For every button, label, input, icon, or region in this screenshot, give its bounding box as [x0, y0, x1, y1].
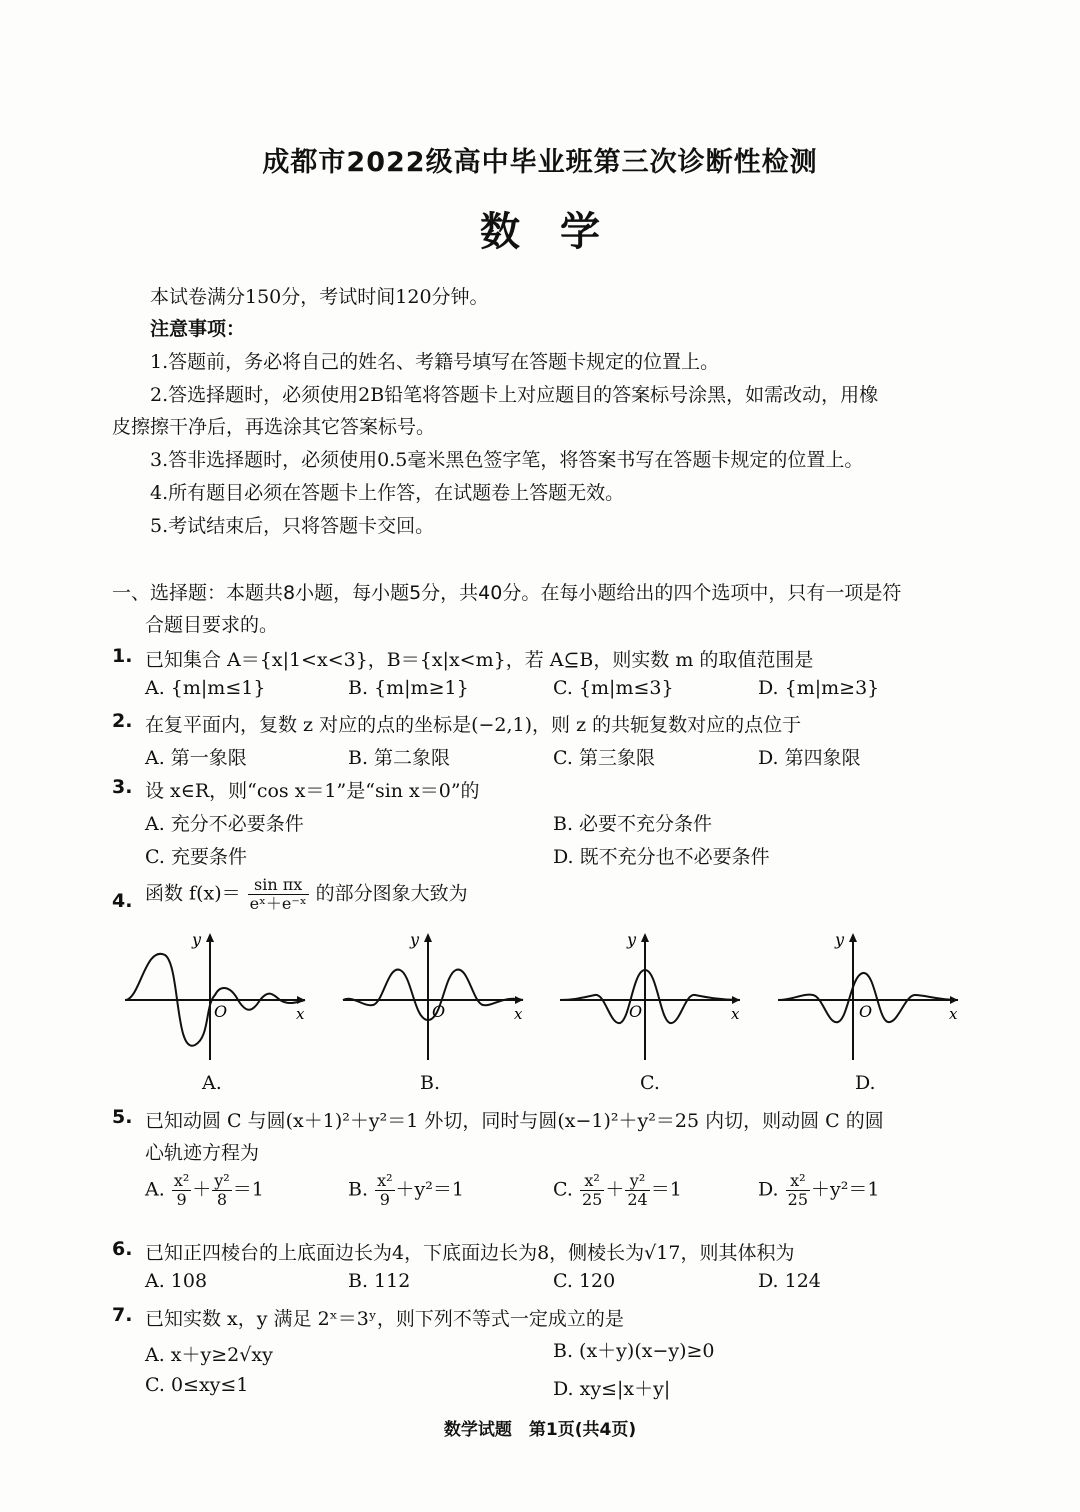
question-2-stem: 在复平面内，复数 z 对应的点的坐标是(−2,1)，则 z 的共轭复数对应的点位于 — [145, 714, 802, 736]
axis-label-y: y — [627, 930, 637, 949]
y-axis-arrow-icon — [641, 933, 649, 942]
section-heading-cont: 合题目要求的。 — [145, 614, 279, 636]
note-3: 3.答非选择题时，必须使用0.5毫米黑色签字笔，将答案书写在答题卡规定的位置上。 — [150, 449, 864, 471]
graph-label-b: B. — [420, 1072, 441, 1094]
fraction-denominator: 24 — [627, 1190, 648, 1209]
fraction-denominator: 9 — [176, 1190, 187, 1209]
fraction — [580, 1172, 604, 1209]
fraction-numerator: y² — [625, 1172, 649, 1191]
axis-label-x: x — [731, 1005, 740, 1023]
graph-label-a: A. — [202, 1072, 222, 1094]
function-fraction — [248, 876, 309, 913]
question-number: 4. — [112, 890, 133, 912]
equation-tail: ＋y²＝1 — [811, 1178, 880, 1201]
question-number: 5. — [112, 1106, 133, 1128]
fraction-denominator: 25 — [787, 1190, 809, 1209]
question-7-option-b[interactable]: B. (x＋y)(x−y)≥0 — [553, 1340, 715, 1362]
exam-title: 成都市2022级高中毕业班第三次诊断性检测 — [262, 147, 818, 178]
question-5-stem: 已知动圆 C 与圆(x＋1)²＋y²＝1 外切，同时与圆(x−1)²＋y²＝25 内切，则动圆 C 的圆 — [145, 1110, 884, 1132]
note-1: 1.答题前，务必将自己的姓名、考籍号填写在答题卡规定的位置上。 — [150, 351, 720, 373]
y-axis-arrow-icon — [424, 933, 432, 942]
origin-label: O — [214, 1002, 228, 1021]
axis-label-x: x — [949, 1005, 958, 1023]
graph-a[interactable] — [120, 925, 310, 1065]
question-1-option-b[interactable]: B. {m|m≥1} — [348, 677, 469, 699]
page-footer: 数学试题 第1页(共4页) — [443, 1420, 637, 1440]
origin-label: O — [629, 1002, 643, 1021]
axis-label-y: y — [410, 930, 420, 949]
fraction-denominator: eˣ＋e⁻ˣ — [249, 894, 307, 913]
question-4-stem-post: 的部分图象大致为 — [315, 882, 468, 905]
exam-intro: 本试卷满分150分，考试时间120分钟。 — [150, 286, 489, 308]
note-4: 4.所有题目必须在答题卡上作答，在试题卷上答题无效。 — [150, 482, 625, 504]
fraction-numerator: y² — [214, 1171, 230, 1190]
equation-tail: ＝1 — [232, 1178, 264, 1201]
fraction-numerator: x² — [580, 1172, 604, 1191]
option-label: D. — [758, 1178, 779, 1201]
question-1-option-a[interactable]: A. {m|m≤1} — [145, 677, 266, 699]
question-7-option-a[interactable]: A. x＋y≥2√xy — [145, 1344, 273, 1366]
question-6-stem: 已知正四棱台的上底面边长为4，下底面边长为8，侧棱长为√17，则其体积为 — [145, 1242, 795, 1264]
fraction-denominator: 25 — [581, 1190, 603, 1209]
question-3-option-d[interactable]: D. 既不充分也不必要条件 — [553, 846, 770, 868]
question-1-option-c[interactable]: C. {m|m≤3} — [553, 677, 674, 699]
y-axis-arrow-icon — [206, 933, 214, 942]
fraction — [786, 1172, 810, 1209]
question-1-option-d[interactable]: D. {m|m≥3} — [758, 677, 880, 699]
fraction-numerator: sin πx — [248, 876, 309, 895]
subject-title: 数学 — [480, 209, 640, 255]
question-7-option-c[interactable]: C. 0≤xy≤1 — [145, 1374, 249, 1396]
question-4-stem-pre: 函数 f(x)＝ — [145, 882, 241, 905]
option-label: B. — [348, 1178, 369, 1201]
question-number: 2. — [112, 710, 133, 732]
question-6-option-a[interactable]: A. 108 — [145, 1270, 208, 1292]
equation-tail: ＋y²＝1 — [395, 1178, 464, 1201]
axis-label-x: x — [514, 1005, 523, 1023]
question-7-stem: 已知实数 x，y 满足 2ˣ＝3ʸ，则下列不等式一定成立的是 — [145, 1308, 624, 1330]
question-number: 7. — [112, 1304, 133, 1326]
note-2-cont: 皮擦擦干净后，再选涂其它答案标号。 — [112, 416, 436, 438]
section-heading — [112, 578, 901, 605]
question-number: 3. — [112, 776, 133, 798]
question-6-option-c[interactable]: C. 120 — [553, 1270, 616, 1292]
option-label: A. — [145, 1178, 165, 1201]
graph-label-c: C. — [640, 1072, 660, 1094]
question-5-option-c[interactable] — [553, 1172, 682, 1209]
fraction-denominator: 9 — [379, 1190, 390, 1209]
question-7-option-d[interactable]: D. xy≤|x＋y| — [553, 1378, 671, 1400]
question-3-stem: 设 x∈R，则“cos x＝1”是“sin x＝0”的 — [145, 780, 480, 802]
question-2-option-b[interactable]: B. 第二象限 — [348, 747, 451, 769]
origin-label: O — [432, 1002, 446, 1021]
fraction-denominator: 8 — [216, 1190, 228, 1209]
fraction — [172, 1172, 191, 1209]
question-6-option-d[interactable]: D. 124 — [758, 1270, 821, 1292]
plus-sign: ＋ — [605, 1178, 625, 1201]
axis-label-y: y — [192, 930, 202, 949]
question-2-option-a[interactable]: A. 第一象限 — [145, 747, 247, 769]
axis-label-y: y — [835, 930, 845, 949]
question-1-stem: 已知集合 A＝{x|1<x<3}，B＝{x|x<m}，若 A⊆B，则实数 m 的取值范围是 — [145, 649, 814, 671]
graph-b[interactable] — [338, 925, 528, 1065]
question-number: 6. — [112, 1238, 133, 1260]
question-3-option-a[interactable]: A. 充分不必要条件 — [145, 813, 304, 835]
question-6-option-b[interactable]: B. 112 — [348, 1270, 411, 1292]
notice-title: 注意事项： — [150, 318, 246, 340]
question-number: 1. — [112, 645, 133, 667]
axis-label-x: x — [296, 1005, 305, 1023]
question-3-option-b[interactable]: B. 必要不充分条件 — [553, 813, 713, 835]
question-2-option-c[interactable]: C. 第三象限 — [553, 747, 655, 769]
graph-label-d: D. — [855, 1072, 876, 1094]
fraction — [375, 1172, 394, 1209]
question-2-option-d[interactable]: D. 第四象限 — [758, 747, 861, 769]
question-4-stem — [145, 876, 468, 913]
origin-label: O — [859, 1002, 873, 1021]
question-3-option-c[interactable]: C. 充要条件 — [145, 846, 247, 868]
plus-sign: ＋ — [192, 1178, 212, 1201]
question-5-option-d[interactable] — [758, 1172, 879, 1209]
note-5: 5.考试结束后，只将答题卡交回。 — [150, 515, 435, 537]
section-heading-text: 一、选择题：本题共8小题，每小题5分，共40分。在每小题给出的四个选项中，只有一项是符 — [112, 582, 902, 604]
graph-d[interactable] — [773, 925, 963, 1065]
fraction-numerator: x² — [377, 1171, 393, 1190]
curve — [560, 970, 740, 1023]
question-5-option-a[interactable] — [145, 1172, 264, 1209]
y-axis-arrow-icon — [849, 933, 857, 942]
equation-tail: ＝1 — [650, 1178, 682, 1201]
question-5-stem-cont: 心轨迹方程为 — [145, 1142, 260, 1164]
fraction — [625, 1172, 649, 1209]
option-label: C. — [553, 1178, 573, 1201]
fraction — [212, 1172, 231, 1209]
fraction-numerator: x² — [786, 1172, 810, 1191]
fraction-numerator: x² — [173, 1171, 190, 1190]
note-2: 2.答选择题时，必须使用2B铅笔将答题卡上对应题目的答案标号涂黑，如需改动，用橡 — [150, 384, 879, 406]
question-5-option-b[interactable] — [348, 1172, 464, 1209]
graph-c[interactable] — [555, 925, 745, 1065]
